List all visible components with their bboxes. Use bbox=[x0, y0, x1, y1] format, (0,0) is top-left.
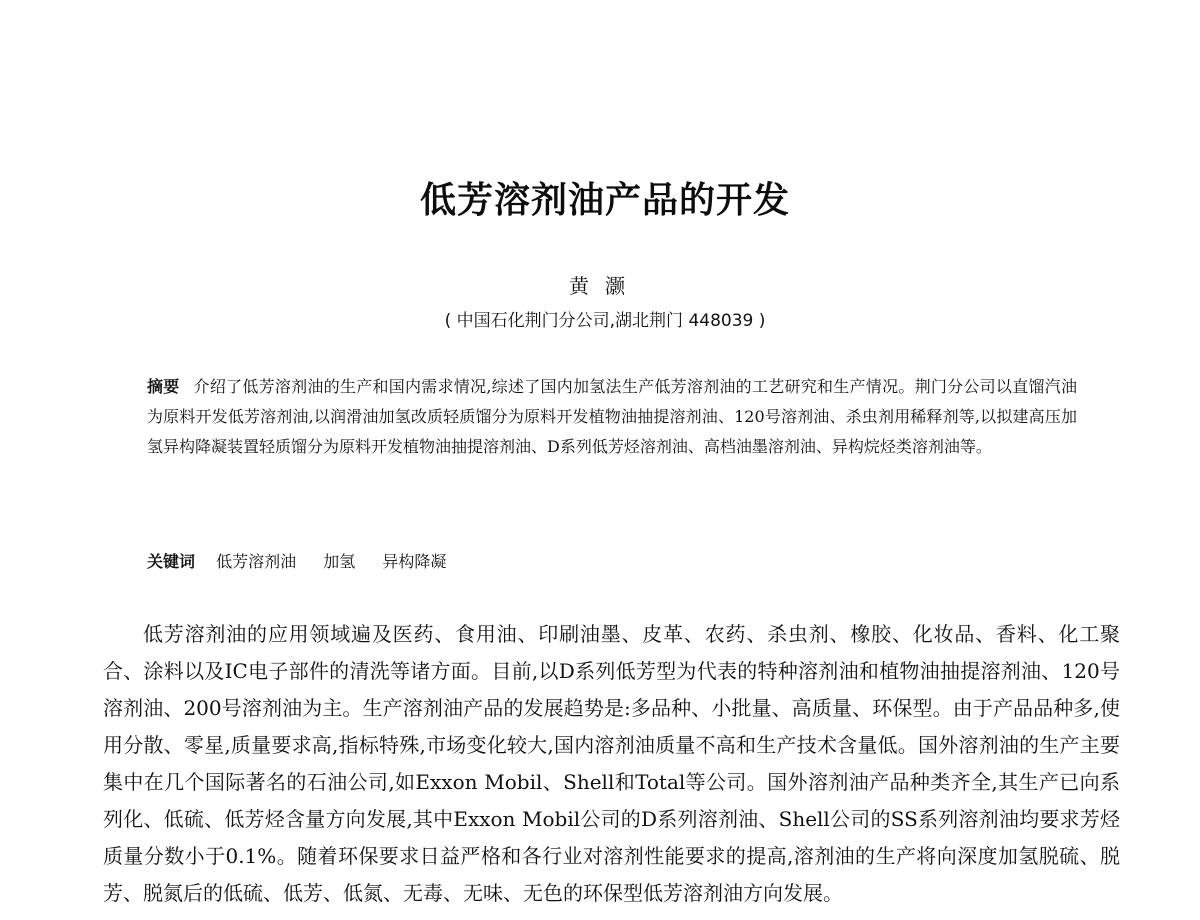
paper-title: 低芳溶剂油产品的开发 bbox=[419, 180, 790, 221]
keywords-block bbox=[147, 548, 1077, 576]
keywords-label: 关键词 bbox=[147, 552, 196, 571]
keyword-item: 加氢 bbox=[323, 552, 356, 571]
abstract-label: 摘要 bbox=[147, 377, 180, 396]
keyword-item: 异构降凝 bbox=[382, 552, 447, 571]
abstract-text: 介绍了低芳溶剂油的生产和国内需求情况,综述了国内加氢法生产低芳溶剂油的工艺研究和生产情况。荆门分公司以直馏汽油为原料开发低芳溶剂油,以润滑油加氢改质轻质馏分为原料开发植物油抽提溶剂油、120号溶剂油、杀虫剂用稀释剂等,以拟建高压加氢异构降凝装置轻质馏分为原料开发植物油抽提溶剂油、D系列低芳烃溶剂油、高档油墨溶剂油、异构烷烃类溶剂油等。 bbox=[147, 377, 1077, 456]
author-name: 黄灏 bbox=[569, 274, 641, 298]
author-affiliation: ( 中国石化荆门分公司,湖北荆门 448039 ) bbox=[444, 311, 766, 331]
abstract-block bbox=[147, 372, 1077, 462]
keyword-item: 低芳溶剂油 bbox=[216, 552, 297, 571]
body-paragraph: 低芳溶剂油的应用领域遍及医药、食用油、印刷油墨、皮革、农药、杀虫剂、橡胶、化妆品、香料、化工聚合、涂料以及IC电子部件的清洗等诸方面。目前,以D系列低芳型为代表的特种溶剂油和植物油抽提溶剂油、120号溶剂油、200号溶剂油为主。生产溶剂油产品的发展趋势是:多品种、小批量、高质量、环保型。由于产品品种多,使用分散、零星,质量要求高,指标特殊,市场变化较大,国内溶剂油质量不高和生产技术含量低。国外溶剂油的生产主要集中在几个国际著名的石油公司,如Exxon Mobil、Shell和Total等公司。国外溶剂油产品种类齐全,其生产已向系列化、低硫、低芳烃含量方向发展,其中Exxon Mobil公司的D系列溶剂油、Shell公司的SS系列溶剂油均要求芳烃质量分数小于0.1%。随着环保要求日益严格和各行业对溶剂性能要求的提高,溶剂油的生产将向深度加氢脱硫、脱芳、脱氮后的低硫、低芳、低氮、无毒、无味、无色的环保型低芳溶剂油方向发展。 bbox=[103, 622, 1120, 905]
